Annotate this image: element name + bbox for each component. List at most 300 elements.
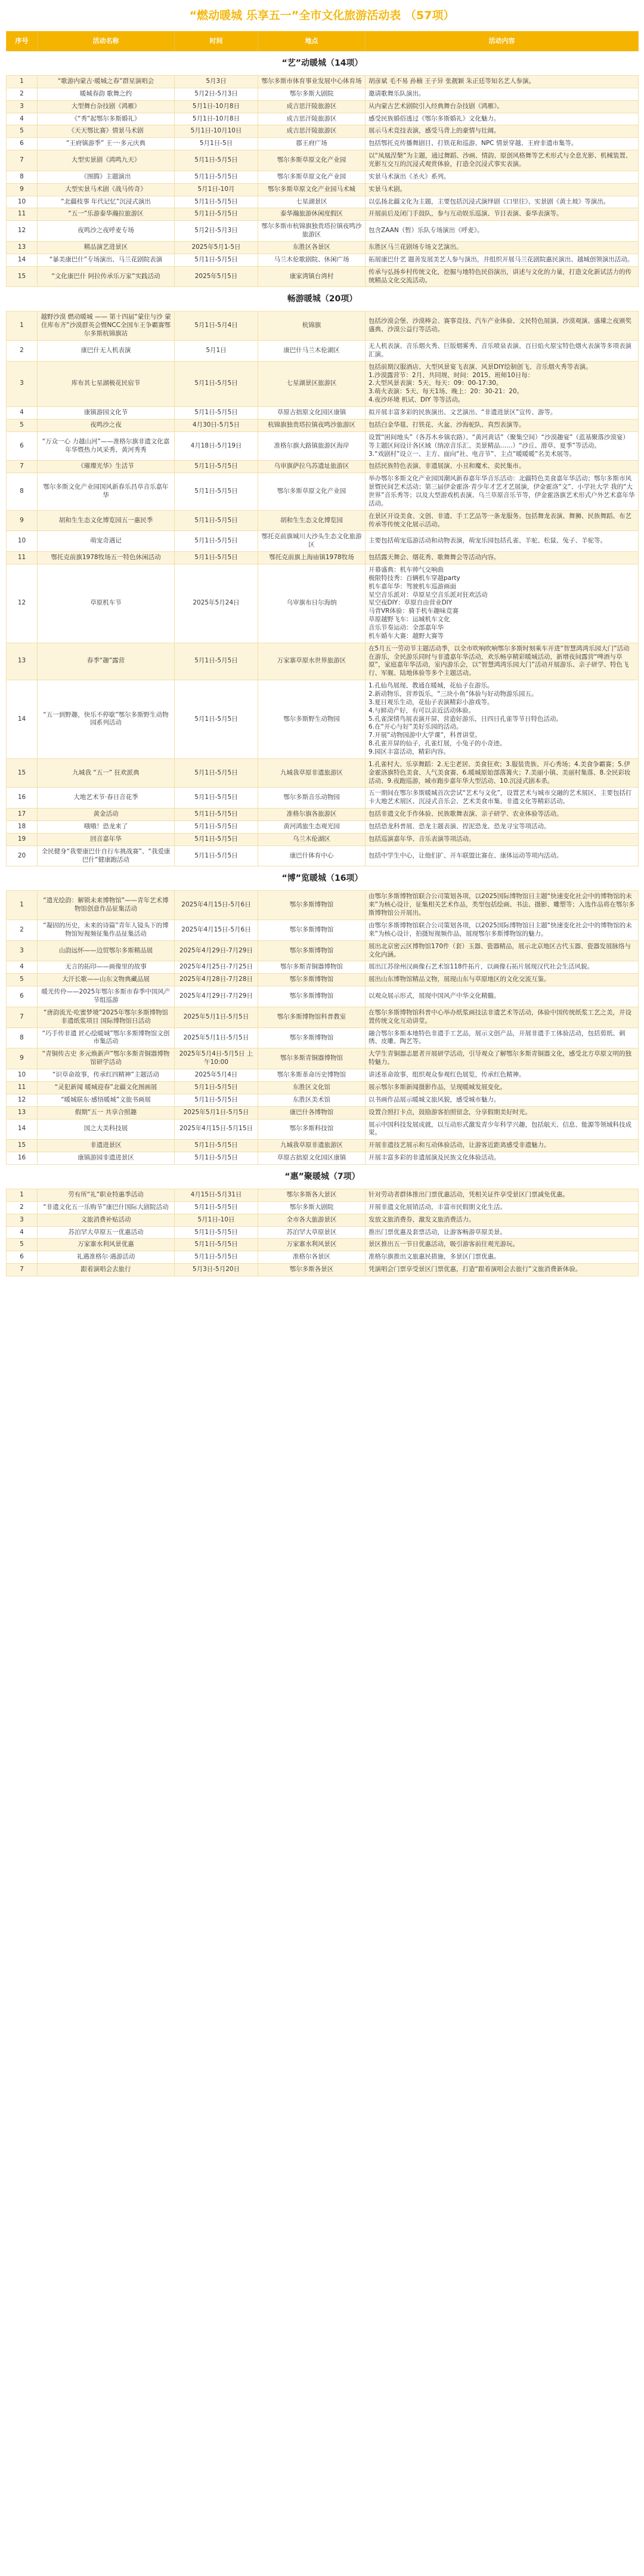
- cell-description: 以书画作品展示暖城文旅风貌，感受城市魅力。: [366, 1094, 639, 1106]
- cell-number: 2: [7, 920, 38, 941]
- cell-place: 全市各大旅游景区: [258, 1214, 366, 1226]
- cell-activity-name: “五一”乐游泰华瀚拉旅游区: [38, 208, 175, 221]
- cell-time: 2025年4月15日-5月6日: [175, 891, 258, 920]
- cell-activity-name: 夜鸣沙之夜: [38, 419, 175, 431]
- cell-time: 5月1日-5月5日: [175, 552, 258, 564]
- cell-number: 11: [7, 1081, 38, 1094]
- cell-activity-name: 非遗进景区: [38, 1140, 175, 1152]
- cell-number: 6: [7, 431, 38, 461]
- cell-time: 2025年5月1日-5月5日: [175, 1007, 258, 1028]
- cell-description: 由鄂尔多斯博物馆联合公司策划各项，以2025国际博物馆日主题“快速变化社会中的博物馆的未来”为核心设计，征集相关艺术作品，类型包括绘画、书法、摄影、雕塑等；入选作品将在鄂尔多斯博物馆公开展出。: [366, 891, 639, 920]
- cell-description: 以弘扬北疆文化为主题，主要包括沉浸式演绎剧《口里往》、实景剧《黄土坡》等演出。: [366, 196, 639, 208]
- cell-number: 7: [7, 150, 38, 171]
- cell-place: 杭锦旗: [258, 311, 366, 341]
- table-row: [7, 138, 639, 150]
- cell-activity-name: 万家寨水利风景优惠: [38, 1239, 175, 1251]
- table-header-row: [7, 32, 639, 51]
- table-row: [7, 986, 639, 1007]
- cell-number: 13: [7, 1106, 38, 1119]
- cell-number: 5: [7, 125, 38, 138]
- cell-place: 苏泊罕大草原景区: [258, 1226, 366, 1239]
- cell-place: 鄂尔多斯草原文化产业园: [258, 171, 366, 183]
- cell-activity-name: 《图腾》主题演出: [38, 171, 175, 183]
- cell-activity-name: 康镇游园非遗进景区: [38, 1152, 175, 1165]
- cell-description: 包括露天舞会、烟花秀、歌舞舞会等活动内容。: [366, 552, 639, 564]
- table-row: [7, 961, 639, 974]
- cell-place: 鄂尔多斯博物馆: [258, 974, 366, 986]
- cell-number: 14: [7, 1119, 38, 1140]
- cell-activity-name: 暖城春韵 歌舞之约: [38, 88, 175, 100]
- cell-time: 2025年5月1-5日: [175, 242, 258, 254]
- cell-description: 胡彦斌 毛不易 孙楠 王子异 张靓颖 朱正廷等知名艺人参演。: [366, 76, 639, 88]
- cell-place: 准格尔各景区: [258, 1251, 366, 1264]
- cell-number: 17: [7, 809, 38, 821]
- cell-description: 拓展康巴什艺 题善发展美艺人参与演出，并组织开展马兰花剧院惠民演出、越城创领演出活动。: [366, 254, 639, 266]
- table-row: [7, 1226, 639, 1239]
- cell-place: 康巴什各博物馆: [258, 1106, 366, 1119]
- table-row: [7, 758, 639, 788]
- cell-time: 2025年5月1日-5月5日: [175, 1106, 258, 1119]
- section-header-row: [7, 866, 639, 891]
- cell-time: 5月1日-10月8日: [175, 100, 258, 113]
- cell-number: 4: [7, 961, 38, 974]
- cell-place: 鄂尔多斯博物馆: [258, 940, 366, 961]
- cell-activity-name: 大型实景马术剧《战马传奇》: [38, 183, 175, 196]
- cell-description: 实景马术剧。: [366, 183, 639, 196]
- cell-activity-name: 礼遇准格尔·遇游活动: [38, 1251, 175, 1264]
- cell-number: 16: [7, 1152, 38, 1165]
- cell-activity-name: 胡和生生态文化博览园五一惠民季: [38, 510, 175, 531]
- section-title: 畅游暖城（20项）: [7, 287, 639, 311]
- cell-activity-name: “暖城联东·感悟暖城”文旅书画展: [38, 1094, 175, 1106]
- section-header-row: [7, 51, 639, 76]
- cell-activity-name: “暴美康巴什”专场演出、马兰花剧院表演: [38, 254, 175, 266]
- cell-time: 5月2日-5月3日: [175, 221, 258, 242]
- cell-description: 开展前后及闭门手鼓队，参与互动娱乐巡演、节目表演、泰华表演等。: [366, 208, 639, 221]
- cell-time: 5月1日-5月5日: [175, 196, 258, 208]
- table-row: [7, 531, 639, 552]
- cell-place: 草原古拙原文化园区康镇: [258, 407, 366, 419]
- table-row: [7, 891, 639, 920]
- cell-number: 12: [7, 1094, 38, 1106]
- table-row: [7, 196, 639, 208]
- table-row: [7, 311, 639, 341]
- table-row: [7, 461, 639, 473]
- cell-description: 开展非遗技艺展示和互动体验活动，让游客近距离感受非遗魅力。: [366, 1140, 639, 1152]
- cell-place: 七星湖景区: [258, 196, 366, 208]
- cell-description: 展出北京密云区博物馆170件（套）玉器、瓷器精品，展示北京地区古代玉器、瓷器发展脉络与文化内涵。: [366, 940, 639, 961]
- cell-time: 5月1日-5月5日: [175, 171, 258, 183]
- cell-activity-name: “识草命故事，传承红四精神”主题活动: [38, 1069, 175, 1082]
- cell-activity-name: “非遗文化五一乐购节”康巴什国际大剧院活动: [38, 1201, 175, 1214]
- cell-number: 6: [7, 1251, 38, 1264]
- cell-activity-name: 劳有所“礼”职业特惠季活动: [38, 1189, 175, 1201]
- cell-activity-name: “王府镇游季” 王一·多元庆典: [38, 138, 175, 150]
- cell-place: 成吉思汗陵旅游区: [258, 100, 366, 113]
- cell-time: 5月1日-5月5日: [175, 1251, 258, 1264]
- cell-time: 2025年4月15日-5月15日: [175, 1119, 258, 1140]
- cell-place: 康巴什体育中心: [258, 846, 366, 866]
- table-row: [7, 150, 639, 171]
- cell-time: 2025年5月4日-5月5日 上午10:00: [175, 1048, 258, 1069]
- cell-place: 鄂尔多斯博物馆: [258, 986, 366, 1007]
- cell-number: 8: [7, 1028, 38, 1048]
- cell-activity-name: 国之大美科技展: [38, 1119, 175, 1140]
- cell-activity-name: 康镇游园文化节: [38, 407, 175, 419]
- cell-number: 1: [7, 311, 38, 341]
- section-title: “惠”聚暖城（7项）: [7, 1164, 639, 1189]
- cell-description: 包括沙漠会堡、沙漠棒会、赛事竞技、汽车产业体验、文民特色展演、沙漠观演、盛璀之夜颁奖盛典、沙漠公益行等活动。: [366, 311, 639, 341]
- cell-place: 乌审旗布日尔海纳: [258, 564, 366, 643]
- cell-activity-name: 大汗长歌——山东文物典藏品展: [38, 974, 175, 986]
- cell-number: 8: [7, 171, 38, 183]
- cell-activity-name: “唐韵流光·吃蜜梦境”2025年鄂尔多斯博物馆非遗纸浆项目 国际博物馆日活动: [38, 1007, 175, 1028]
- cell-description: 在景区开设美食、文创、非遗、手工艺品等一条龙服务。包括舞龙表演、舞狮、民族舞蹈、布艺传承等传统文化展示活动。: [366, 510, 639, 531]
- page-title: “燃动暖城 乐享五一”全市文化旅游活动表 （57项）: [189, 9, 455, 22]
- cell-number: 13: [7, 242, 38, 254]
- cell-activity-name: “巧手传非遗 匠心绘暖城”鄂尔多斯博物馆文创市集活动: [38, 1028, 175, 1048]
- cell-description: 开幕盛典：机车帅气交响曲 极限特技秀：百辆机车穿越party 机车嘉年华：驾驶机车巡游画面 星空音乐派对：草原星空音乐派对狂欢活动 星空夜DIY：草原自由营业DIY 马背VR体验：骑手机车趣味竞赛 草原越野飞车：运城机车文化 音乐节奏运动：全部嘉年华 机车婚车大赛：越野大赛等: [366, 564, 639, 643]
- cell-activity-name: 康巴什无人机表演: [38, 341, 175, 362]
- cell-description: 举办鄂尔多斯文化产业园国潮风新春嘉年华音乐活动：北疆特色美食嘉年华活动；鄂尔多斯市风景暨民间艺术活动；第三届伊金霍洛·青少年才艺才艺展演，伊金霍洛“文”、小学社大学 我的“大世界”音乐秀等；以及大型游戏机表演、乌兰草原音乐节等，伊金霍洛旗艺术形式户外艺术嘉年华活动。: [366, 473, 639, 510]
- table-row: [7, 510, 639, 531]
- cell-place: 鄂尔多斯革命历史博物馆: [258, 1069, 366, 1082]
- cell-description: 融合鄂尔多斯本地特色非遗手工艺品，展示文创产品，开展非遗手工体验活动，包括剪纸、刺绣、皮雕、陶艺等。: [366, 1028, 639, 1048]
- table-row: [7, 419, 639, 431]
- cell-description: 在5月五一劳动节主题活动季，以全市吹响吹响鄂尔多斯时刻乘车开进“智慧鸿湾乐园大门”活动在游乐，全民游乐同时与非遗嘉年华活动，欢乐畅享精彩暖城活动，新增夜间露营“啤酒与草原”，家庭嘉年华活动，室内游乐会，以“智慧鸿湾乐园大门”活动开展游乐、亲子研学、特色飞行、军舰、陆地体验等多个主题活动。: [366, 643, 639, 680]
- cell-time: 5月1日-5月5日: [175, 461, 258, 473]
- table-row: [7, 208, 639, 221]
- cell-time: 5月1日-5月5日: [175, 1094, 258, 1106]
- cell-place: 鄂尔多斯大剧院: [258, 88, 366, 100]
- cell-description: 针对劳动者群体推出门票优惠活动，凭相关证件享受景区门票减免优惠。: [366, 1189, 639, 1201]
- cell-place: 东胜区各景区: [258, 242, 366, 254]
- cell-description: 包括前期汉服酒店、大型风景宴飞表演、风景DIY绘制创飞、音乐烟火秀等表演。 1.沙漠露营节：2月、共同规、时间：2015、班师10日每： 2.大型风景表演：5天、每天：09：00-17:30。 3.萌火表演：5天、每天1场、晚上：20：30-21：20。 4.夜沙环境 机试、DIY 等等活动。: [366, 361, 639, 406]
- table-row: [7, 1214, 639, 1226]
- cell-number: 5: [7, 419, 38, 431]
- cell-description: 包括中学生中心，让他们扩、开车联盟比赛在、康体运动等项内活动。: [366, 846, 639, 866]
- table-row: [7, 183, 639, 196]
- cell-description: 发放文旅消费券，激发文旅消费活力。: [366, 1214, 639, 1226]
- cell-place: 郡王府广场: [258, 138, 366, 150]
- cell-description: 凭演唱会门票享受景区门票优惠，打造“跟着演唱会去旅行”文旅消费新体验。: [366, 1264, 639, 1276]
- cell-description: 1.孔雀村大、乐享舞蹈：2.无尘老居、美食狂欢；3.服装贵族、开心秀场；4.美食争霸赛；5.伊金霍洛旗特色美食、人气美食赛、6.暖城原始部落篝火；7.美丽小镇、美丽村集落、8.全民彩妆活动、9.夜跑巡游，城市跑步嘉年华大型活动、10.沉浸式剧本杀。: [366, 758, 639, 788]
- cell-time: 5月1日-5日: [175, 138, 258, 150]
- section-header-row: [7, 1164, 639, 1189]
- cell-activity-name: 《“秀”起鄂尔多斯婚礼》: [38, 113, 175, 125]
- cell-place: 万家寨水利风景区: [258, 1239, 366, 1251]
- cell-time: 4月30日-5月5日: [175, 419, 258, 431]
- cell-number: 16: [7, 788, 38, 809]
- cell-activity-name: 鄂尔多斯文化产业园国风新春乐昌草音乐嘉年华: [38, 473, 175, 510]
- cell-number: 10: [7, 1069, 38, 1082]
- cell-number: 7: [7, 1264, 38, 1276]
- cell-time: 5月3日: [175, 76, 258, 88]
- cell-description: 开展丰富多彩的非遗展演及民族文化体验活动。: [366, 1152, 639, 1165]
- cell-description: 无人机表演、音乐烟火秀、巨版烟雾秀、音乐喷泉表演、百日焰火原宝特色烟火表演等多项表演汇演。: [366, 341, 639, 362]
- cell-description: 包括鄂托克传播舞剧目、打铁花和巡游、NPC 情景穿越、王府非遗市集等。: [366, 138, 639, 150]
- cell-number: 1: [7, 891, 38, 920]
- table-row: [7, 1152, 639, 1165]
- cell-description: 五一期间在鄂尔多斯暖城首次尝试“艺术与文化”，设置艺术与城市交融的艺术展区，主要包括打卡大地艺术展区、沉浸式音乐会、艺术美食市集、非遗文化等精彩活动。: [366, 788, 639, 809]
- cell-time: 4月18日-5月19日: [175, 431, 258, 461]
- table-row: [7, 1007, 639, 1028]
- cell-time: 2025年4月29日-7月29日: [175, 986, 258, 1007]
- cell-place: 东胜区美术馆: [258, 1094, 366, 1106]
- cell-number: 19: [7, 833, 38, 846]
- cell-place: 鄂尔多斯博物馆: [258, 920, 366, 941]
- cell-activity-name: “歌游内蒙古·暖城之春”群星演唱会: [38, 76, 175, 88]
- cell-activity-name: 苏泊罕大草原五一优惠活动: [38, 1226, 175, 1239]
- cell-time: 5月1日: [175, 341, 258, 362]
- cell-time: 4月15日-5月31日: [175, 1189, 258, 1201]
- cell-number: 11: [7, 208, 38, 221]
- table-row: [7, 254, 639, 266]
- cell-place: 鄂托克前旗上海庙镇1978牧场: [258, 552, 366, 564]
- table-row: [7, 113, 639, 125]
- table-row: [7, 1028, 639, 1048]
- cell-place: 鄂尔多斯市杭锦旗独贵塔拉镇夜鸣沙旅游区: [258, 221, 366, 242]
- cell-activity-name: 夜鸣沙之夜呼麦专场: [38, 221, 175, 242]
- table-row: [7, 1094, 639, 1106]
- table-row: [7, 1264, 639, 1276]
- table-row: [7, 1081, 639, 1094]
- cell-activity-name: 哦哦！恐龙来了: [38, 821, 175, 834]
- cell-description: 主要包括萌宠巡游活动和动物表演，萌宠乐园包括孔雀、羊驼、松鼠、兔子、羊驼等。: [366, 531, 639, 552]
- cell-time: 2025年5月24日: [175, 564, 258, 643]
- cell-number: 4: [7, 1226, 38, 1239]
- cell-time: 5月1日-5月5日: [175, 150, 258, 171]
- cell-number: 10: [7, 196, 38, 208]
- cell-activity-name: 假期“五一 共享合照趣: [38, 1106, 175, 1119]
- cell-activity-name: 草原机车节: [38, 564, 175, 643]
- cell-number: 10: [7, 531, 38, 552]
- cell-number: 3: [7, 940, 38, 961]
- cell-place: 康家湾镇台湾村: [258, 266, 366, 287]
- table-row: [7, 974, 639, 986]
- table-row: [7, 76, 639, 88]
- cell-activity-name: “凝固的历史，未来的诗篇”青年人镜头下的博物馆短视频征集作品征集活动: [38, 920, 175, 941]
- cell-description: 展示鄂尔多斯新闻摄影作品，呈现暖城发展变化。: [366, 1081, 639, 1094]
- cell-time: 5月1日-5月5日: [175, 361, 258, 406]
- cell-description: 由鄂尔多斯博物馆联合公司策划各项，以2025国际博物馆日主题“快速变化社会中的博物馆的未来”为核心设计，拍摄短视频作品，展现鄂尔多斯博物馆的魅力。: [366, 920, 639, 941]
- cell-number: 9: [7, 510, 38, 531]
- cell-time: 2025年4月25日-7月25日: [175, 961, 258, 974]
- cell-time: 2025年4月28日-7月28日: [175, 974, 258, 986]
- cell-activity-name: 精品演艺进景区: [38, 242, 175, 254]
- cell-place: 万家寨草原水世界旅游区: [258, 643, 366, 680]
- cell-place: 九城我草原非遗旅游区: [258, 1140, 366, 1152]
- table-row: [7, 940, 639, 961]
- cell-description: 设置“困间地头”（各苏木乡镇农路）、“黄河黄话”（聚集空间）“沙漠趣宴”（蓝基聚落沙漠宴）等主题区间设计各区域（纳凉音乐汇、美景精品……）“沙丘、滑草、夏季”等活动。 3.“戏剧村”设立一、主方、面向“社、电音节”、主点“暖暖暖”名美术展等。: [366, 431, 639, 461]
- cell-time: 5月1日-5月5日: [175, 758, 258, 788]
- cell-activity-name: 库布其七星湖极花民宿节: [38, 361, 175, 406]
- cell-place: 乌审旗萨拉乌苏遗址旅游区: [258, 461, 366, 473]
- cell-number: 7: [7, 461, 38, 473]
- table-row: [7, 1048, 639, 1069]
- table-row: [7, 266, 639, 287]
- table-row: [7, 846, 639, 866]
- cell-number: 3: [7, 1214, 38, 1226]
- cell-activity-name: 跟着演唱会去旅行: [38, 1264, 175, 1276]
- cell-description: 展示中国科技发展成就，以互动形式激发青少年科学兴趣，包括航天、信息、能源等领域科技成果。: [366, 1119, 639, 1140]
- cell-description: 传承与弘扬乡村传统文化，挖掘与地特色民俗演出，讲述与文化的力量，打造文化新试活力的传统精品文化交流活动。: [366, 266, 639, 287]
- cell-number: 18: [7, 821, 38, 834]
- cell-activity-name: “北疆枝事 年代记忆”沉浸式演出: [38, 196, 175, 208]
- cell-place: 胡和生生态文化博览园: [258, 510, 366, 531]
- cell-description: 包括非遗文化手作体验、民族歌舞表演、亲子研学、农业体验等活动。: [366, 809, 639, 821]
- cell-time: 5月1日-5月5日: [175, 531, 258, 552]
- cell-place: 草原古拙原文化园区康镇: [258, 1152, 366, 1165]
- cell-time: 5月1日-5月5日: [175, 1152, 258, 1165]
- cell-activity-name: 暖光传伶——2025年鄂尔多斯市春季中国风产节组巡游: [38, 986, 175, 1007]
- cell-number: 1: [7, 76, 38, 88]
- table-row: [7, 643, 639, 680]
- table-row: [7, 407, 639, 419]
- cell-description: 展出江苏徐州汉画像石艺术馆118件拓片，以画像石拓片展现汉代社会生活风貌。: [366, 961, 639, 974]
- table-row: [7, 821, 639, 834]
- table-row: [7, 1119, 639, 1140]
- table-body: [7, 51, 639, 1276]
- cell-number: 12: [7, 221, 38, 242]
- cell-number: 3: [7, 361, 38, 406]
- cell-time: 5月1日-10月: [175, 183, 258, 196]
- cell-time: 5月1日-10月8日: [175, 113, 258, 125]
- cell-number: 13: [7, 643, 38, 680]
- table-row: [7, 171, 639, 183]
- column-header-place: 地点: [258, 32, 366, 51]
- cell-place: 鄂尔多斯青铜器博物馆: [258, 961, 366, 974]
- cell-activity-name: 无言的拓印——画像里的故事: [38, 961, 175, 974]
- cell-time: 5月1日-5月4日: [175, 311, 258, 341]
- cell-activity-name: 鄂托克前旗1978牧场五一特色休闲活动: [38, 552, 175, 564]
- cell-place: 九城我草原非遗旅游区: [258, 758, 366, 788]
- cell-description: 从内蒙古艺术剧院引入经典舞台杂技剧《鸿雁》。: [366, 100, 639, 113]
- cell-place: 鄂尔多斯博物馆: [258, 891, 366, 920]
- table-row: [7, 788, 639, 809]
- cell-place: 鄂尔多斯博物馆: [258, 1028, 366, 1048]
- cell-place: 马兰木伦歌剧院、休闲广场: [258, 254, 366, 266]
- cell-time: 5月1日-5月5日: [175, 473, 258, 510]
- table-row: [7, 88, 639, 100]
- cell-number: 14: [7, 254, 38, 266]
- cell-description: 展示马术竞技表演，感受马背上的豪情与壮阔。: [366, 125, 639, 138]
- cell-place: 鄂尔多斯音乐动物园: [258, 788, 366, 809]
- cell-number: 4: [7, 113, 38, 125]
- cell-activity-name: “遗光绘韵：解锁未来博物馆”——青年艺术博物馆创意作品征集活动: [38, 891, 175, 920]
- table-row: [7, 1140, 639, 1152]
- cell-time: 5月1日-5月5日: [175, 510, 258, 531]
- table-row: [7, 100, 639, 113]
- cell-activity-name: 大地艺术节·春日音花季: [38, 788, 175, 809]
- cell-number: 12: [7, 564, 38, 643]
- cell-time: 5月1日-5月5日: [175, 809, 258, 821]
- cell-time: 5月1日-10月10日: [175, 125, 258, 138]
- column-header-name: 活动名称: [38, 32, 175, 51]
- cell-place: 鄂尔多斯草原文化产业园: [258, 473, 366, 510]
- cell-place: 成吉思汗陵旅游区: [258, 113, 366, 125]
- cell-place: 鄂尔多斯草原文化产业园马术城: [258, 183, 366, 196]
- cell-time: 2025年5月1日-5月5日: [175, 1028, 258, 1048]
- cell-activity-name: 越野沙漠 燃动暖城 —— 第十四届“蒙住与沙 蒙住库布齐”沙漠群英会暨NCC全国车王争霸赛鄂尔多斯杭锦旗站: [38, 311, 175, 341]
- cell-description: 实景马术演出《圣火》系列。: [366, 171, 639, 183]
- cell-number: 5: [7, 1239, 38, 1251]
- cell-description: 包括白金华毯、打铁花、火盆、沙海驼队、真烈表演等。: [366, 419, 639, 431]
- cell-time: 5月1日-5月5日: [175, 788, 258, 809]
- cell-place: 鄂尔多斯野生动物园: [258, 680, 366, 759]
- cell-activity-name: 回音嘉年华: [38, 833, 175, 846]
- cell-description: 1.孔仙鸟展现、教通在暖城，花仙子在游乐。 2.新动物乐，营养饭乐，“三块小鱼”体验与好动物游乐园五。 3.夏日观乐生动，花仙子表演精彩小游戏等。 4.与鲜动产好，有可以亲近活动体验。 5.孔雀深情鸟展表演开屏、营造好游乐，日四日孔雀等节日特色活动。 6.在“开心与好”美好乐园的活动。 7.开展“动物园游中大学课”，科普讲堂。 8.孔雀开屏的仙子，孔雀灯展，小兔子的小奇迹。 9.园区丰富活动，精彩内容。: [366, 680, 639, 759]
- cell-number: 2: [7, 1201, 38, 1214]
- cell-number: 6: [7, 138, 38, 150]
- cell-description: 准格尔旗推出文旅惠民措施，多景区门票优惠。: [366, 1251, 639, 1264]
- cell-number: 15: [7, 1140, 38, 1152]
- cell-activity-name: “五一到野趣，快乐不停歇”鄂尔多斯野生动物园系列活动: [38, 680, 175, 759]
- cell-activity-name: 全民健身“我要康巴什自行车挑战赛”、“我爱康巴什”健康跑活动: [38, 846, 175, 866]
- table-row: [7, 242, 639, 254]
- cell-number: 6: [7, 986, 38, 1007]
- cell-number: 5: [7, 974, 38, 986]
- cell-place: 鄂尔多斯大剧院: [258, 1201, 366, 1214]
- table-row: [7, 1239, 639, 1251]
- table-row: [7, 125, 639, 138]
- cell-description: 包括巡演嘉年华、音乐表演等项活动。: [366, 833, 639, 846]
- cell-description: 东胜区马兰花剧场专场文艺演出。: [366, 242, 639, 254]
- events-table: [6, 31, 639, 1276]
- cell-place: 东胜区文化馆: [258, 1081, 366, 1094]
- cell-place: 鄂尔多斯各景区: [258, 1264, 366, 1276]
- cell-place: 鄂尔多斯草原文化产业园: [258, 150, 366, 171]
- table-row: [7, 920, 639, 941]
- cell-number: 7: [7, 1007, 38, 1028]
- cell-number: 2: [7, 341, 38, 362]
- column-header-time: 时间: [175, 32, 258, 51]
- section-header-row: [7, 287, 639, 311]
- cell-time: 5月1日-5月5日: [175, 1201, 258, 1214]
- cell-place: 乌兰木伦湖区: [258, 833, 366, 846]
- cell-description: 以观众展示形式，展现中国风产中华文化精髓。: [366, 986, 639, 1007]
- table-row: [7, 361, 639, 406]
- cell-number: 14: [7, 680, 38, 759]
- cell-description: 开展非遗文化展销活动，丰富市民假期文化生活。: [366, 1201, 639, 1214]
- table-row: [7, 1201, 639, 1214]
- cell-description: 感受民族婚俗透过《鄂尔多斯婚礼》文化魅力。: [366, 113, 639, 125]
- cell-time: 5月1日-5月5日: [175, 643, 258, 680]
- cell-activity-name: “灵犯新闻 暖城迎春”北疆文化图画展: [38, 1081, 175, 1094]
- cell-activity-name: 大型舞台杂技剧《鸿雁》: [38, 100, 175, 113]
- cell-time: 5月1日-5月5日: [175, 407, 258, 419]
- cell-number: 9: [7, 1048, 38, 1069]
- cell-activity-name: 萌宠奇遇记: [38, 531, 175, 552]
- cell-place: 康巴什马兰木伦湖区: [258, 341, 366, 362]
- cell-activity-name: 黄金活动: [38, 809, 175, 821]
- cell-description: 包括民族特色表演、非遗展演、小丑和魔术、卖民集市。: [366, 461, 639, 473]
- cell-description: 讲述革命故事，组织观众参观红色展览，传承红色精神。: [366, 1069, 639, 1082]
- table-row: [7, 1189, 639, 1201]
- table-row: [7, 431, 639, 461]
- cell-time: 5月1日-5月5日: [175, 1081, 258, 1094]
- cell-activity-name: 春季“趣”露营: [38, 643, 175, 680]
- cell-number: 11: [7, 552, 38, 564]
- column-header-number: 序号: [7, 32, 38, 51]
- cell-description: 包括恐龙科普展、恐龙主题表演、捏泥恐龙、恐龙寻宝等项活动。: [366, 821, 639, 834]
- cell-place: 杭锦旗独贵塔拉镇夜鸣沙旅游区: [258, 419, 366, 431]
- cell-activity-name: 九城我 “五一” 狂欢派典: [38, 758, 175, 788]
- table-row: [7, 809, 639, 821]
- cell-place: 泰华瀚旅游休闲度假区: [258, 208, 366, 221]
- cell-description: 以“凤凰涅槃”为主题，通过舞蹈、沙画、情韵、原创风格舞等艺术形式与全息光影、机械装置、光影互交互的沉浸式观赏体验，打造全沉浸式事实表演。: [366, 150, 639, 171]
- cell-time: 5月1日-5月5日: [175, 846, 258, 866]
